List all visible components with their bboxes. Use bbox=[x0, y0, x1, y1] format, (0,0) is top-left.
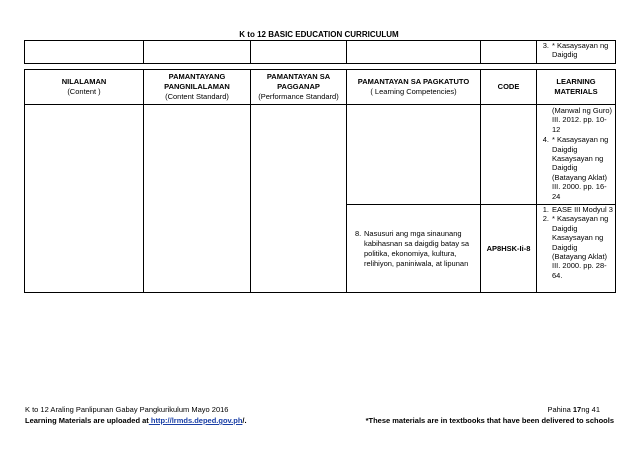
continued-table-row bbox=[24, 40, 616, 64]
performance-standard-cell bbox=[251, 105, 347, 293]
learning-materials-cell bbox=[537, 205, 616, 293]
curriculum-table bbox=[24, 69, 616, 293]
competency-cell bbox=[347, 105, 481, 205]
code-cell bbox=[481, 41, 537, 64]
learning-materials-cell bbox=[537, 41, 616, 64]
material-continuation: (Manwal ng Guro) III. 2012. pp. 10-12 bbox=[552, 106, 613, 134]
content-standard-cell bbox=[144, 41, 251, 64]
content-cell bbox=[25, 105, 144, 293]
material-item: 1. EASE III Modyul 3 bbox=[542, 205, 613, 214]
footer-upload-note: Learning Materials are uploaded at http://lrmds.deped.gov.ph/. bbox=[25, 416, 247, 425]
table-row bbox=[25, 105, 616, 205]
column-header-learning-competencies: PAMANTAYAN SA PAGKATUTO ( Learning Competencies) bbox=[347, 70, 481, 105]
competency-code: AP8HSK-Ii-8 bbox=[481, 205, 537, 293]
document-title: K to 12 BASIC EDUCATION CURRICULUM bbox=[239, 30, 399, 39]
lrmds-link[interactable]: http://lrmds.deped.gov.ph bbox=[148, 416, 243, 425]
column-header-content-standard: PAMANTAYANG PANGNILALAMAN (Content Standard) bbox=[144, 70, 251, 105]
footer-document-name: K to 12 Araling Panlipunan Gabay Pangkurikulum Mayo 2016 bbox=[25, 405, 229, 414]
material-item: 4. * Kasaysayan ng Daigdig Kasaysayan ng Daigdig (Batayang Aklat) III. 2000. pp. 16-24 bbox=[542, 135, 609, 201]
competency-cell bbox=[347, 205, 481, 293]
performance-standard-cell bbox=[251, 41, 347, 64]
table-header-row bbox=[25, 70, 616, 105]
content-cell bbox=[25, 41, 144, 64]
column-header-performance-standard: PAMANTAYAN SA PAGGANAP (Performance Standard) bbox=[251, 70, 347, 105]
column-header-code: CODE bbox=[481, 70, 537, 105]
competency-item: 8. Nasusuri ang mga sinaunang kabihasnan sa daigdig batay sa politika, ekonomiya, kultura, relihiyon, paniniwala, at lipunan bbox=[355, 228, 470, 268]
column-header-learning-materials: LEARNING MATERIALS bbox=[537, 70, 616, 105]
material-item: 2. * Kasaysayan ng Daigdig Kasaysayan ng Daigdig (Batayang Aklat) III. 2000. pp. 28-64. bbox=[542, 214, 609, 280]
competency-cell bbox=[347, 41, 481, 64]
footer-textbook-note: *These materials are in textbooks that have been delivered to schools bbox=[365, 416, 614, 425]
learning-materials-cell bbox=[537, 105, 616, 205]
column-header-content: NILALAMAN (Content ) bbox=[25, 70, 144, 105]
code-cell bbox=[481, 105, 537, 205]
content-standard-cell bbox=[144, 105, 251, 293]
material-item: 3. * Kasaysayan ng Daigdig bbox=[542, 41, 609, 60]
page-number: Pahina 17ng 41 bbox=[547, 405, 600, 414]
